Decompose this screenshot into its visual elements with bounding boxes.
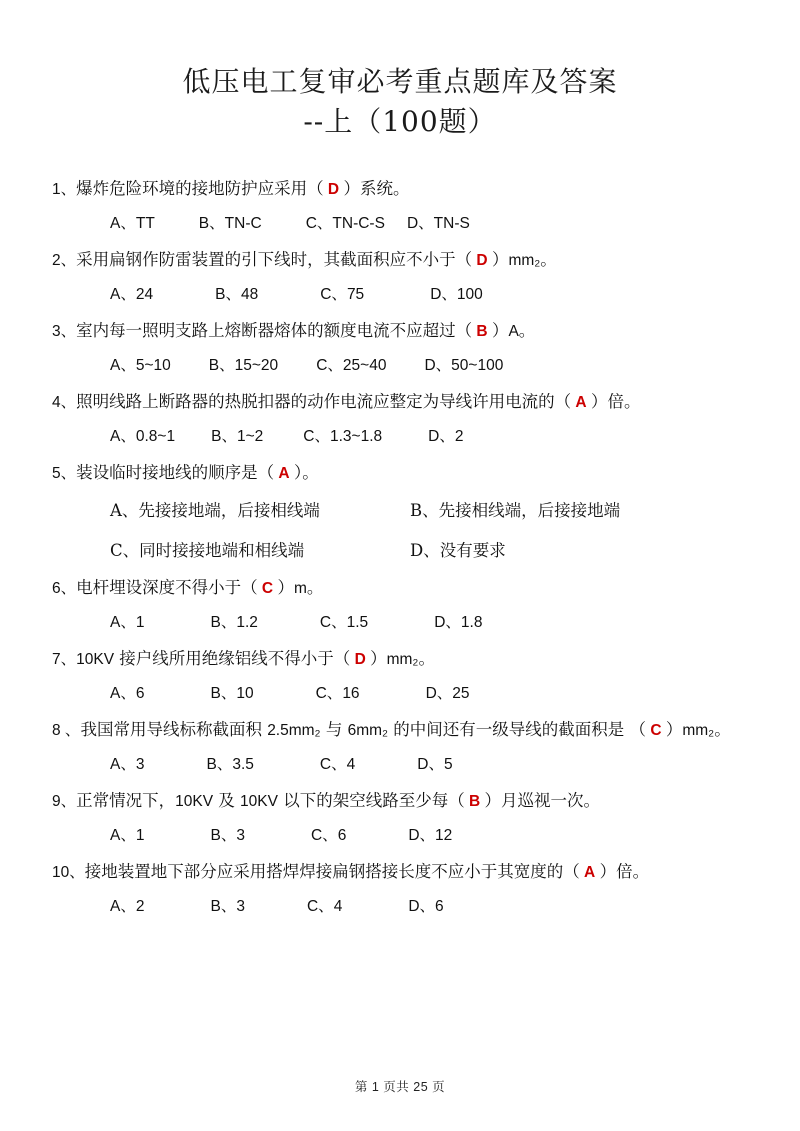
option-choice[interactable]: C、6 (310, 827, 347, 844)
option-choice[interactable]: D、6 (408, 898, 444, 915)
answer-letter: B (464, 793, 485, 810)
option-row (52, 606, 756, 640)
question-stem: 7、10KV 接户线所用绝缘铝线不得小于（ D ）mm₂。 (52, 649, 435, 668)
option-row (52, 349, 756, 383)
page-footer: 第 1 页共 25 页 (354, 1080, 446, 1094)
question-item (52, 385, 756, 454)
option-choice[interactable]: A、先接接地端，后接相线端 (110, 501, 320, 520)
option-choice[interactable]: B、先接相线端，后接接地端 (410, 501, 621, 520)
option-choice[interactable]: C、4 (319, 756, 356, 773)
option-choice[interactable]: B、15~20 (208, 357, 279, 374)
question-item (52, 571, 756, 640)
answer-letter: D (323, 181, 344, 198)
option-choice[interactable]: D、2 (428, 428, 464, 445)
answer-letter: B (472, 323, 492, 340)
option-grid (52, 491, 756, 571)
question-item (52, 713, 756, 782)
option-choice[interactable]: A、1 (110, 614, 145, 631)
title-line-2: --上（100题） (303, 105, 497, 138)
answer-letter: A (274, 465, 294, 482)
question-number: 7、 (52, 651, 77, 668)
answer-letter: A (579, 864, 600, 881)
answer-letter: C (257, 580, 278, 597)
question-stem: 1、爆炸危险环境的接地防护应采用（ D ）系统。 (52, 179, 410, 198)
option-choice[interactable]: D、TN-S (406, 215, 470, 232)
question-number: 6、 (52, 580, 77, 597)
option-choice[interactable]: B、3 (210, 898, 245, 915)
option-row (52, 819, 756, 853)
answer-letter: A (571, 394, 591, 411)
question-stem: 4、照明线路上断路器的热脱扣器的动作电流应整定为导线许用电流的（ A ）倍。 (52, 392, 641, 411)
option-choice[interactable]: D、5 (417, 756, 453, 773)
question-number: 9、 (52, 793, 77, 810)
question-number: 1、 (52, 181, 77, 198)
question-stem: 8 、我国常用导线标称截面积 2.5mm₂ 与 6mm₂ 的中间还有一级导线的截面积是 （ C ）mm₂。 (52, 720, 731, 739)
option-choice[interactable]: C、1.5 (319, 614, 369, 631)
option-row (110, 491, 756, 531)
option-choice[interactable]: B、1~2 (211, 428, 264, 445)
question-item (52, 314, 756, 383)
option-row (52, 207, 756, 241)
option-row (110, 531, 756, 571)
option-choice[interactable]: A、0.8~1 (110, 428, 176, 445)
option-choice[interactable]: C、16 (315, 685, 360, 702)
option-choice[interactable]: A、3 (110, 756, 145, 773)
option-choice[interactable]: A、6 (110, 685, 145, 702)
option-choice[interactable]: A、2 (110, 898, 145, 915)
option-choice[interactable]: A、24 (110, 286, 154, 303)
question-number: 10、 (52, 864, 85, 881)
option-row (52, 890, 756, 924)
option-choice[interactable]: D、50~100 (424, 357, 504, 374)
option-row (52, 748, 756, 782)
question-item (52, 642, 756, 711)
question-stem: 9、正常情况下，10KV 及 10KV 以下的架空线路至少每（ B ）月巡视一次。 (52, 791, 601, 810)
question-number: 2、 (52, 252, 77, 269)
question-number: 8 、 (52, 722, 81, 739)
option-choice[interactable]: B、48 (215, 286, 259, 303)
question-stem: 3、室内每一照明支路上熔断器熔体的额度电流不应超过（ B ）A。 (52, 321, 536, 340)
question-item (52, 784, 756, 853)
question-list (0, 172, 800, 924)
option-choice[interactable]: B、3 (210, 827, 245, 844)
question-stem: 6、电杆埋设深度不得小于（ C ）m。 (52, 578, 324, 597)
option-choice[interactable]: A、1 (110, 827, 145, 844)
option-choice[interactable]: A、5~10 (110, 357, 171, 374)
question-number: 3、 (52, 323, 77, 340)
question-item (52, 243, 756, 312)
option-choice[interactable]: D、1.8 (434, 614, 483, 631)
option-choice[interactable]: D、没有要求 (410, 541, 506, 560)
answer-letter: D (472, 252, 492, 269)
question-number: 5、 (52, 465, 77, 482)
option-choice[interactable]: D、12 (408, 827, 453, 844)
document-title (0, 0, 800, 142)
option-choice[interactable]: C、TN-C-S (305, 215, 385, 232)
option-choice[interactable]: C、25~40 (316, 357, 387, 374)
title-line-1: 低压电工复审必考重点题库及答案 (182, 65, 618, 98)
option-choice[interactable]: D、25 (425, 685, 470, 702)
option-choice[interactable]: D、100 (430, 286, 483, 303)
question-number: 4、 (52, 394, 77, 411)
option-row (52, 677, 756, 711)
option-choice[interactable]: A、TT (110, 215, 155, 232)
option-choice[interactable]: B、1.2 (210, 614, 258, 631)
question-item (52, 456, 756, 571)
answer-letter: C (646, 722, 666, 739)
option-choice[interactable]: B、TN-C (198, 215, 262, 232)
option-choice[interactable]: C、同时接接地端和相线端 (110, 541, 305, 560)
option-row (52, 278, 756, 312)
option-choice[interactable]: C、75 (320, 286, 365, 303)
option-row (52, 420, 756, 454)
option-choice[interactable]: C、4 (306, 898, 343, 915)
question-item (52, 172, 756, 241)
question-stem: 5、装设临时接地线的顺序是（ A ）。 (52, 463, 319, 482)
option-choice[interactable]: B、3.5 (206, 756, 254, 773)
question-stem: 2、采用扁钢作防雷装置的引下线时，其截面积应不小于（ D ）mm₂。 (52, 250, 557, 269)
option-choice[interactable]: B、10 (210, 685, 254, 702)
question-item (52, 855, 756, 924)
answer-letter: D (350, 651, 371, 668)
option-choice[interactable]: C、1.3~1.8 (303, 428, 383, 445)
question-stem: 10、接地装置地下部分应采用搭焊焊接扁钢搭接长度不应小于其宽度的（ A ）倍。 (52, 862, 650, 881)
